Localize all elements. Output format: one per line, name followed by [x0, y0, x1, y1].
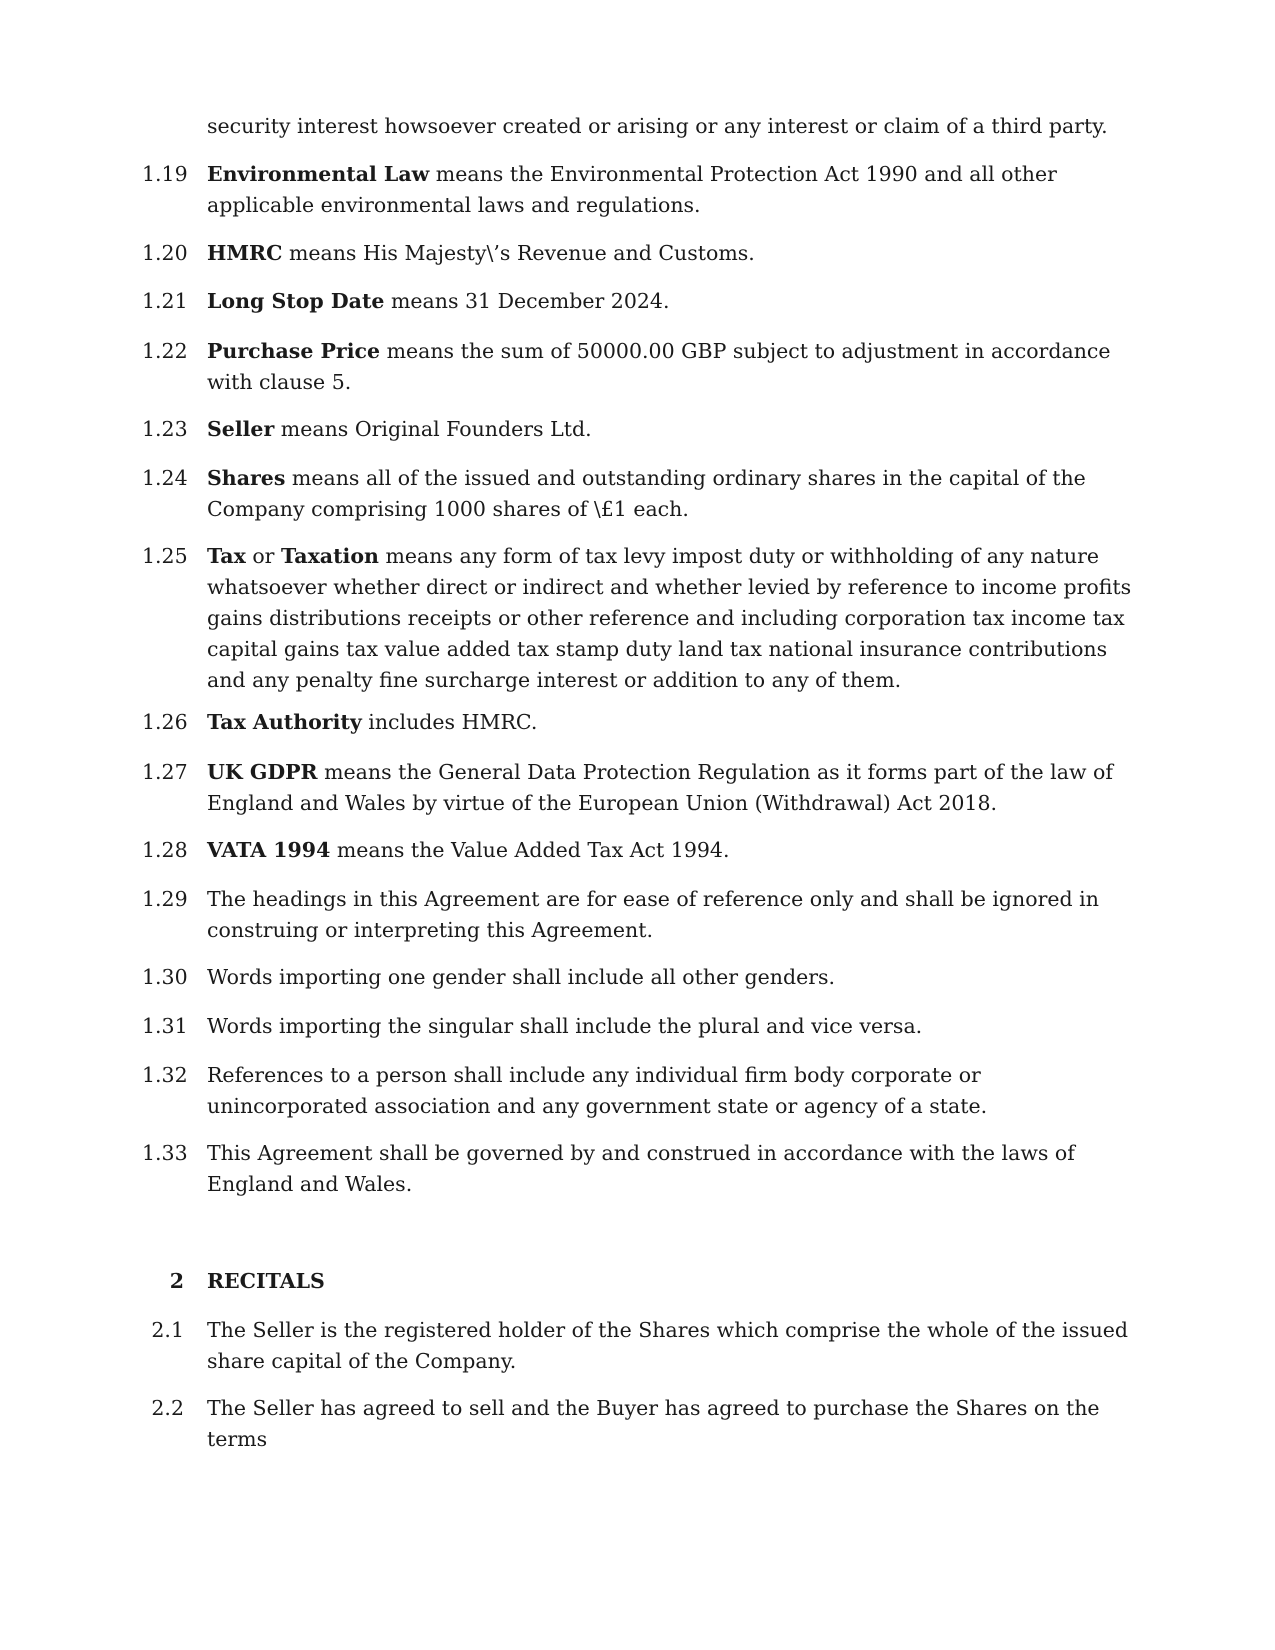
clause-text: This Agreement shall be governed by and construed in accordance with the laws of England and Wales. — [207, 1141, 1075, 1196]
clause-number: 1.22 — [142, 339, 188, 363]
clause-text: means 31 December 2024. — [384, 289, 670, 313]
clause-text: means Original Founders Ltd. — [274, 417, 592, 441]
clause-1-22 — [142, 336, 1132, 398]
clause-number: 1.19 — [142, 162, 188, 186]
clause-number: 1.23 — [142, 417, 188, 441]
clause-text: means all of the issued and outstanding ordinary shares in the capital of the Company comprising 1000 shares of \£1 each. — [207, 466, 1086, 521]
clause-2-1 — [142, 1315, 1132, 1377]
clause-number: 2.1 — [151, 1318, 184, 1342]
clause-text: The headings in this Agreement are for ease of reference only and shall be ignored in construing or interpreting this Agreement. — [207, 887, 1099, 942]
clause-2-2 — [142, 1393, 1132, 1455]
defined-term: Seller — [207, 417, 275, 441]
clause-number: 1.26 — [142, 710, 188, 734]
clause-1-27 — [142, 757, 1132, 819]
clause-number: 2.2 — [151, 1396, 184, 1420]
defined-term: Purchase Price — [207, 339, 381, 363]
section-title: RECITALS — [207, 1269, 325, 1293]
clause-text: means the General Data Protection Regulation as it forms part of the law of England and Wales by virtue of the European Union (Withdrawal) Act 2018. — [207, 760, 1113, 815]
clause-1-33 — [142, 1138, 1132, 1200]
clause-text: Words importing one gender shall include all other genders. — [207, 965, 836, 989]
defined-term: Shares — [207, 466, 286, 490]
clause-1-21 — [142, 286, 1132, 317]
clause-text: Words importing the singular shall include the plural and vice versa. — [207, 1014, 923, 1038]
defined-term: Environmental Law — [207, 162, 430, 186]
clause-text: The Seller is the registered holder of the Shares which comprise the whole of the issued share capital of the Company. — [207, 1318, 1129, 1373]
defined-term: Tax — [207, 544, 246, 568]
clause-text: means the Value Added Tax Act 1994. — [330, 838, 730, 862]
clause-1-30 — [142, 962, 1132, 993]
clause-text: means any form of tax levy impost duty or withholding of any nature whatsoever whether direct or indirect and whether levied by reference to income profits gains distributions receipts or other reference and including corporation tax income tax capital gains tax value added tax stamp duty land tax national insurance contributions and any penalty fine surcharge interest or addition to any of them. — [207, 544, 1132, 692]
clause-1-31 — [142, 1011, 1132, 1042]
clause-1-29 — [142, 884, 1132, 946]
clause-number: 1.20 — [142, 241, 188, 265]
clause-text: means the Environmental Protection Act 1990 and all other applicable environmental laws and regulations. — [207, 162, 1057, 217]
clause-number: 1.25 — [142, 544, 188, 568]
clause-number: 1.21 — [142, 289, 188, 313]
clause-1-19 — [142, 159, 1132, 221]
defined-term: UK GDPR — [207, 760, 318, 784]
clause-number: 1.27 — [142, 760, 188, 784]
continuation-paragraph: security interest howsoever created or arising or any interest or claim of a third party. — [207, 114, 1108, 138]
defined-term: HMRC — [207, 241, 283, 265]
clause-number: 1.24 — [142, 466, 188, 490]
section-number: 2 — [169, 1269, 184, 1293]
clause-text: The Seller has agreed to sell and the Buyer has agreed to purchase the Shares on the terms — [207, 1396, 1100, 1451]
defined-term: Long Stop Date — [207, 289, 385, 313]
clause-number: 1.30 — [142, 965, 188, 989]
clause-number: 1.29 — [142, 887, 188, 911]
clause-number: 1.32 — [142, 1063, 188, 1087]
defined-term: Tax Authority — [207, 710, 362, 734]
clause-number: 1.28 — [142, 838, 188, 862]
clause-text: References to a person shall include any individual firm body corporate or unincorporated association and any government state or agency of a state. — [207, 1063, 988, 1118]
clause-1-23 — [142, 414, 1132, 445]
term-connector: or — [245, 544, 281, 568]
clause-1-24 — [142, 463, 1132, 525]
clause-1-26 — [142, 707, 1132, 738]
clause-text: means the sum of 50000.00 GBP subject to adjustment in accordance with clause 5. — [207, 339, 1111, 394]
clause-text: includes HMRC. — [361, 710, 538, 734]
clause-1-25 — [142, 541, 1132, 696]
defined-term: Taxation — [281, 544, 379, 568]
clause-text: means His Majesty\’s Revenue and Customs. — [282, 241, 755, 265]
clause-1-28 — [142, 835, 1132, 866]
clause-1-32 — [142, 1060, 1132, 1122]
section-heading-recitals — [142, 1266, 1132, 1297]
clause-number: 1.33 — [142, 1141, 188, 1165]
defined-term: VATA 1994 — [207, 838, 331, 862]
clause-1-20 — [142, 238, 1132, 269]
clause-number: 1.31 — [142, 1014, 188, 1038]
